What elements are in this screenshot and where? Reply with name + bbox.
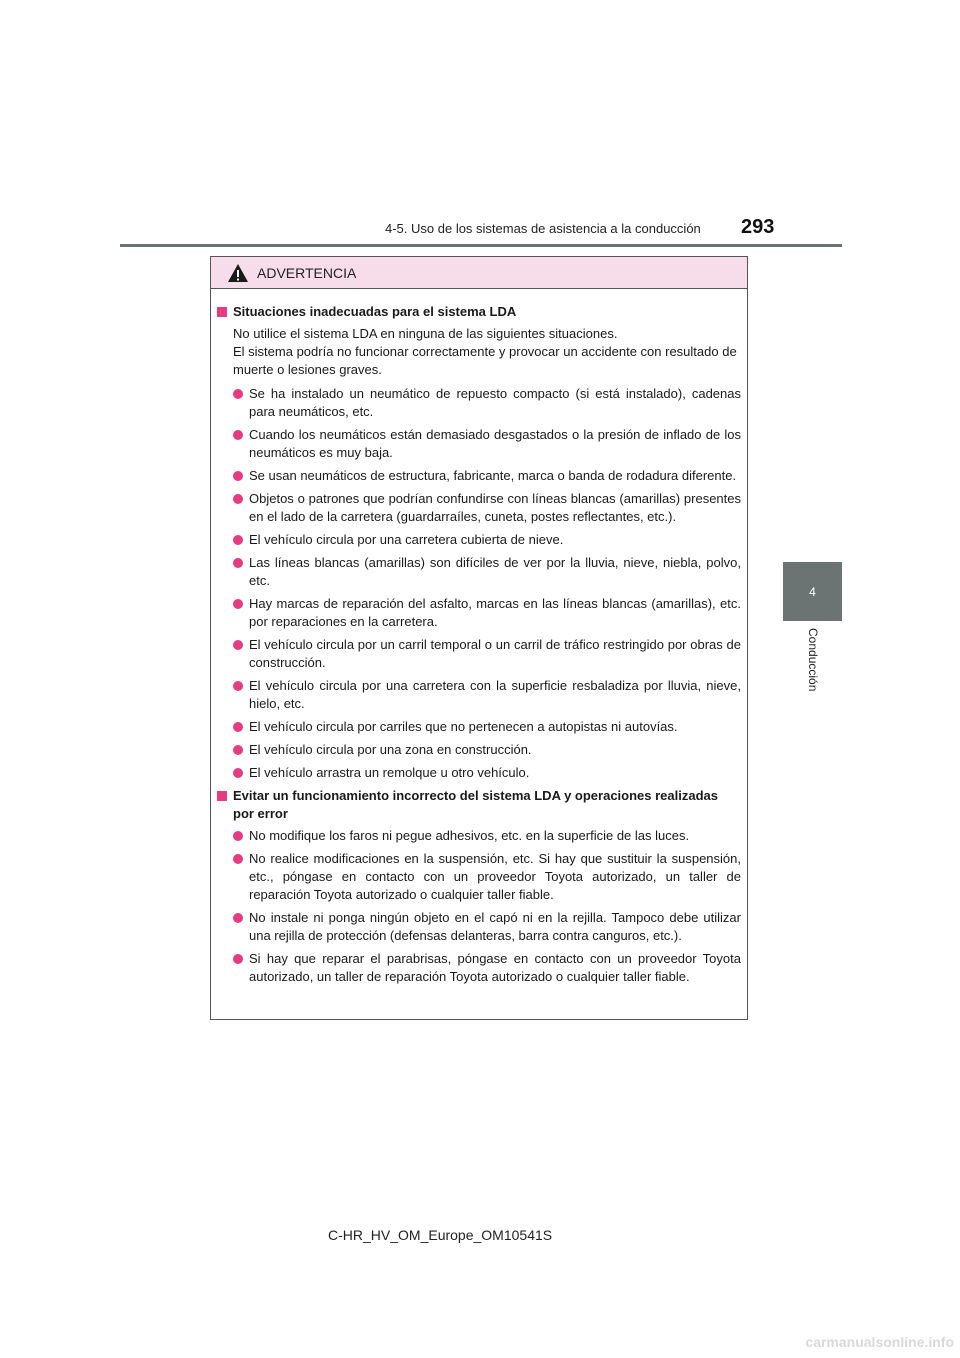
warning-triangle-icon	[227, 263, 249, 283]
dot-bullet-icon	[233, 494, 243, 504]
list-item-text: El vehículo circula por una carretera cubierta de nieve.	[249, 532, 564, 547]
section-title	[217, 303, 741, 321]
list-item-text: El vehículo arrastra un remolque u otro vehículo.	[249, 765, 530, 780]
section-title-text: Situaciones inadecuadas para el sistema LDA	[233, 304, 517, 319]
dot-bullet-icon	[233, 389, 243, 399]
page-number: 293	[741, 216, 775, 238]
list-item	[217, 850, 741, 904]
list-item-text: Objetos o patrones que podrían confundirse con líneas blancas (amarillas) presentes en el lado de la carretera (guardarraíles, cuneta, postes reflectantes, etc.).	[249, 491, 741, 524]
dot-bullet-icon	[233, 913, 243, 923]
list-item	[217, 827, 741, 845]
list-item-text: Las líneas blancas (amarillas) son difíciles de ver por la lluvia, nieve, niebla, polvo, etc.	[249, 555, 741, 588]
list-item	[217, 718, 741, 736]
list-item	[217, 764, 741, 782]
list-item-text: El vehículo circula por una zona en construcción.	[249, 742, 532, 757]
dot-bullet-icon	[233, 854, 243, 864]
list-item	[217, 636, 741, 672]
list-item	[217, 950, 741, 986]
dot-bullet-icon	[233, 831, 243, 841]
warning-section	[217, 787, 741, 986]
dot-bullet-icon	[233, 599, 243, 609]
watermark: carmanualsonline.info	[805, 1334, 954, 1350]
header-section-title: 4-5. Uso de los sistemas de asistencia a la conducción	[385, 221, 701, 236]
list-item-text: Si hay que reparar el parabrisas, póngase en contacto con un proveedor Toyota autorizado, un taller de reparación Toyota autorizado o cualquier taller fiable.	[249, 951, 741, 984]
chapter-number: 4	[809, 584, 816, 599]
warning-box	[210, 256, 748, 1020]
intro-line: No utilice el sistema LDA en ninguna de las siguientes situaciones.	[233, 326, 618, 341]
list-item	[217, 467, 741, 485]
warning-body	[211, 289, 747, 986]
dot-bullet-icon	[233, 558, 243, 568]
list-item-text: No realice modificaciones en la suspensión, etc. Si hay que sustituir la suspensión, etc., póngase en contacto con un proveedor Toyota autorizado, un taller de reparación Toyota autorizado o cualquier taller fiable.	[249, 851, 741, 902]
warning-header	[211, 257, 747, 289]
list-item	[217, 595, 741, 631]
list-item	[217, 677, 741, 713]
dot-bullet-icon	[233, 640, 243, 650]
list-item-text: No modifique los faros ni pegue adhesivos, etc. en la superficie de las luces.	[249, 828, 690, 843]
intro-line: El sistema podría no funcionar correctamente y provocar un accidente con resultado de muerte o lesiones graves.	[233, 344, 737, 377]
list-item-text: Hay marcas de reparación del asfalto, marcas en las líneas blancas (amarillas), etc. por reparaciones en la carretera.	[249, 596, 741, 629]
list-item	[217, 426, 741, 462]
list-item-text: El vehículo circula por una carretera con la superficie resbaladiza por lluvia, nieve, hielo, etc.	[249, 678, 741, 711]
warning-title: ADVERTENCIA	[257, 264, 357, 281]
list-item	[217, 531, 741, 549]
chapter-tab[interactable]	[783, 562, 842, 621]
chapter-label: Conducción	[806, 628, 820, 692]
list-item	[217, 741, 741, 759]
list-item	[217, 385, 741, 421]
section-intro	[217, 325, 741, 379]
list-item	[217, 909, 741, 945]
list-item-text: Se ha instalado un neumático de repuesto compacto (si está instalado), cadenas para neumáticos, etc.	[249, 386, 741, 419]
document-code: C-HR_HV_OM_Europe_OM10541S	[328, 1227, 553, 1243]
dot-bullet-icon	[233, 535, 243, 545]
square-bullet-icon	[217, 307, 227, 317]
dot-bullet-icon	[233, 430, 243, 440]
bullet-list	[217, 827, 741, 986]
header-rule	[120, 244, 842, 247]
list-item-text: No instale ni ponga ningún objeto en el capó ni en la rejilla. Tampoco debe utilizar una rejilla de protección (defensas delanteras, barra contra canguros, etc.).	[249, 910, 741, 943]
square-bullet-icon	[217, 791, 227, 801]
section-title	[217, 787, 741, 823]
section-title-text: Evitar un funcionamiento incorrecto del sistema LDA y operaciones realizadas por error	[233, 788, 718, 821]
list-item-text: El vehículo circula por un carril temporal o un carril de tráfico restringido por obras de construcción.	[249, 637, 741, 670]
dot-bullet-icon	[233, 471, 243, 481]
list-item-text: El vehículo circula por carriles que no pertenecen a autopistas ni autovías.	[249, 719, 678, 734]
list-item-text: Se usan neumáticos de estructura, fabricante, marca o banda de rodadura diferente.	[249, 468, 737, 483]
list-item-text: Cuando los neumáticos están demasiado desgastados o la presión de inflado de los neumáticos es muy baja.	[249, 427, 741, 460]
list-item	[217, 490, 741, 526]
list-item	[217, 554, 741, 590]
bullet-list	[217, 385, 741, 782]
dot-bullet-icon	[233, 722, 243, 732]
warning-section	[217, 303, 741, 782]
dot-bullet-icon	[233, 681, 243, 691]
dot-bullet-icon	[233, 745, 243, 755]
dot-bullet-icon	[233, 954, 243, 964]
dot-bullet-icon	[233, 768, 243, 778]
